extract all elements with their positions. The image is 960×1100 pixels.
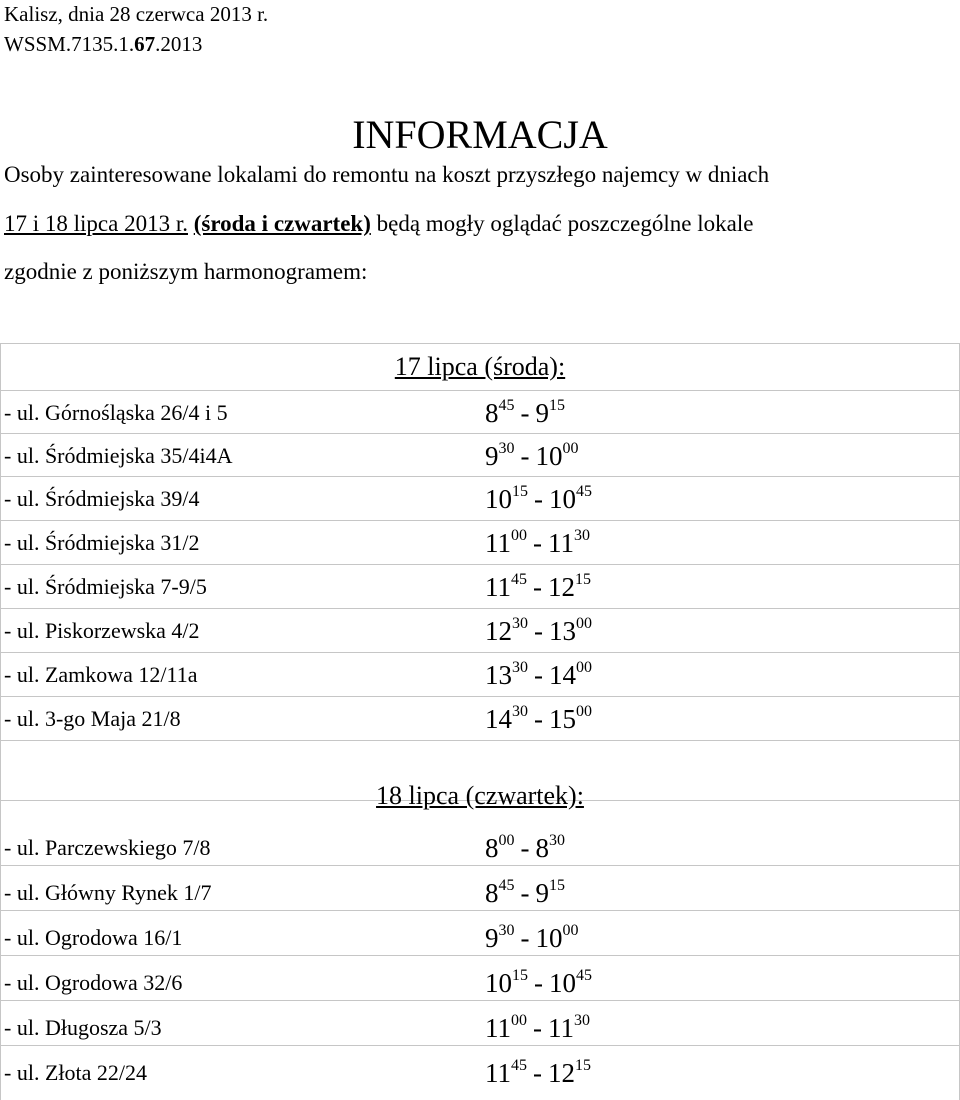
viewing-address: - ul. Parczewskiego 7/8 bbox=[4, 835, 211, 860]
schedule-row bbox=[0, 476, 960, 516]
end-hour: 9 bbox=[535, 878, 549, 908]
table-grid-line bbox=[0, 343, 960, 344]
start-minutes: 30 bbox=[498, 922, 515, 939]
viewing-time-range bbox=[485, 1058, 591, 1088]
viewing-time-range bbox=[485, 484, 592, 514]
start-minutes: 00 bbox=[511, 527, 527, 544]
start-minutes: 30 bbox=[512, 703, 528, 720]
time-separator: - bbox=[534, 968, 543, 998]
end-hour: 8 bbox=[535, 833, 549, 863]
viewing-address: - ul. Śródmiejska 35/4i4A bbox=[4, 443, 233, 468]
time-separator: - bbox=[533, 1058, 542, 1088]
intro-line-1: Osoby zainteresowane lokalami do remontu na koszt przyszłego najemcy w dniach bbox=[4, 162, 770, 187]
start-hour: 8 bbox=[485, 878, 499, 908]
viewing-address: - ul. Złota 22/24 bbox=[4, 1060, 147, 1085]
time-separator: - bbox=[533, 528, 542, 558]
viewing-time-range bbox=[485, 616, 592, 646]
viewing-address: - ul. Zamkowa 12/11a bbox=[4, 662, 198, 687]
case-number-prefix: WSSM.7135.1. bbox=[4, 32, 135, 56]
time-separator: - bbox=[534, 704, 543, 734]
start-minutes: 45 bbox=[511, 571, 527, 588]
start-minutes: 45 bbox=[511, 1057, 527, 1074]
end-minutes: 00 bbox=[576, 615, 592, 632]
viewing-address: - ul. 3-go Maja 21/8 bbox=[4, 706, 181, 731]
start-hour: 11 bbox=[485, 528, 511, 558]
end-hour: 15 bbox=[549, 704, 576, 734]
time-separator: - bbox=[533, 1013, 542, 1043]
end-hour: 14 bbox=[549, 660, 576, 690]
start-minutes: 45 bbox=[498, 877, 515, 894]
schedule-row bbox=[0, 870, 960, 910]
document-title: INFORMACJA bbox=[352, 112, 608, 157]
time-separator: - bbox=[520, 441, 530, 471]
end-minutes: 00 bbox=[562, 440, 579, 457]
viewing-address: - ul. Główny Rynek 1/7 bbox=[4, 880, 212, 905]
end-hour: 12 bbox=[548, 1058, 575, 1088]
viewing-time-range bbox=[485, 704, 592, 734]
start-minutes: 45 bbox=[498, 397, 515, 414]
schedule-row bbox=[0, 433, 960, 473]
viewing-time-range bbox=[485, 660, 592, 690]
table-grid-line bbox=[0, 1045, 960, 1046]
start-minutes: 30 bbox=[512, 615, 528, 632]
start-hour: 12 bbox=[485, 616, 512, 646]
schedule-row bbox=[0, 520, 960, 560]
viewing-address: - ul. Piskorzewska 4/2 bbox=[4, 618, 200, 643]
end-minutes: 00 bbox=[562, 922, 579, 939]
intro-line-3: zgodnie z poniższym harmonogramem: bbox=[4, 259, 368, 284]
start-hour: 8 bbox=[485, 833, 499, 863]
viewing-time-range bbox=[485, 528, 590, 558]
start-hour: 11 bbox=[485, 572, 511, 602]
end-hour: 10 bbox=[535, 923, 563, 953]
time-separator: - bbox=[520, 398, 530, 428]
time-separator: - bbox=[533, 572, 542, 602]
schedule-row bbox=[0, 825, 960, 865]
viewing-address: - ul. Górnośląska 26/4 i 5 bbox=[4, 400, 228, 425]
end-minutes: 00 bbox=[576, 703, 592, 720]
viewing-time-range bbox=[485, 398, 565, 428]
schedule-row bbox=[0, 390, 960, 430]
end-minutes: 45 bbox=[576, 483, 592, 500]
start-hour: 10 bbox=[485, 484, 512, 514]
place-and-date: Kalisz, dnia 28 czerwca 2013 r. bbox=[4, 2, 269, 26]
viewing-address: - ul. Ogrodowa 16/1 bbox=[4, 925, 183, 950]
viewing-address: - ul. Śródmiejska 39/4 bbox=[4, 486, 200, 511]
end-hour: 11 bbox=[548, 528, 574, 558]
end-minutes: 15 bbox=[549, 397, 565, 414]
start-hour: 9 bbox=[485, 441, 499, 471]
end-hour: 12 bbox=[548, 572, 575, 602]
table-grid-line bbox=[0, 740, 960, 741]
end-minutes: 45 bbox=[576, 967, 592, 984]
viewing-address: - ul. Śródmiejska 7-9/5 bbox=[4, 574, 207, 599]
end-minutes: 15 bbox=[549, 877, 565, 894]
intro-line-2 bbox=[4, 209, 753, 239]
day-1-heading: 17 lipca (środa): bbox=[394, 352, 566, 381]
viewing-time-range bbox=[485, 441, 579, 471]
viewing-address: - ul. Ogrodowa 32/6 bbox=[4, 970, 183, 995]
case-number-suffix: .2013 bbox=[155, 32, 203, 56]
end-minutes: 30 bbox=[574, 527, 590, 544]
end-minutes: 15 bbox=[575, 571, 591, 588]
start-hour: 8 bbox=[485, 398, 499, 428]
start-hour: 11 bbox=[485, 1013, 511, 1043]
time-separator: - bbox=[520, 833, 530, 863]
viewing-time-range bbox=[485, 833, 565, 863]
end-minutes: 30 bbox=[574, 1012, 590, 1029]
viewing-time-range bbox=[485, 572, 591, 602]
start-minutes: 00 bbox=[498, 832, 515, 849]
start-hour: 14 bbox=[485, 704, 512, 734]
schedule-row bbox=[0, 608, 960, 648]
viewing-time-range bbox=[485, 923, 579, 953]
table-grid-line bbox=[0, 865, 960, 866]
case-number bbox=[4, 32, 202, 56]
start-minutes: 00 bbox=[511, 1012, 527, 1029]
day-2-heading: 18 lipca (czwartek): bbox=[376, 781, 584, 810]
end-hour: 9 bbox=[535, 398, 549, 428]
start-hour: 10 bbox=[485, 968, 512, 998]
time-separator: - bbox=[520, 923, 530, 953]
schedule-row bbox=[0, 696, 960, 736]
start-hour: 11 bbox=[485, 1058, 511, 1088]
schedule-row bbox=[0, 960, 960, 1000]
end-hour: 13 bbox=[549, 616, 576, 646]
table-grid-line bbox=[0, 910, 960, 911]
time-separator: - bbox=[534, 660, 543, 690]
start-minutes: 15 bbox=[512, 967, 528, 984]
viewing-address: - ul. Długosza 5/3 bbox=[4, 1015, 162, 1040]
start-minutes: 15 bbox=[512, 483, 528, 500]
end-minutes: 15 bbox=[575, 1057, 591, 1074]
time-separator: - bbox=[520, 878, 530, 908]
table-grid-line bbox=[0, 1000, 960, 1001]
intro-dates: 17 i 18 lipca 2013 r. bbox=[4, 211, 188, 236]
end-hour: 10 bbox=[535, 441, 563, 471]
schedule-row bbox=[0, 1005, 960, 1045]
intro-weekdays: (środa i czwartek) bbox=[193, 211, 371, 236]
viewing-time-range bbox=[485, 1013, 590, 1043]
end-hour: 11 bbox=[548, 1013, 574, 1043]
start-minutes: 30 bbox=[512, 659, 528, 676]
end-hour: 10 bbox=[549, 968, 576, 998]
end-minutes: 30 bbox=[549, 832, 565, 849]
end-hour: 10 bbox=[549, 484, 576, 514]
start-hour: 13 bbox=[485, 660, 512, 690]
viewing-time-range bbox=[485, 878, 565, 908]
start-minutes: 30 bbox=[498, 440, 515, 457]
viewing-time-range bbox=[485, 968, 592, 998]
viewing-address: - ul. Śródmiejska 31/2 bbox=[4, 530, 200, 555]
schedule-row bbox=[0, 915, 960, 955]
intro-line-2-rest: będą mogły oglądać poszczególne lokale bbox=[370, 211, 754, 236]
schedule-row bbox=[0, 564, 960, 604]
start-hour: 9 bbox=[485, 923, 499, 953]
schedule-row bbox=[0, 1050, 960, 1090]
end-minutes: 00 bbox=[576, 659, 592, 676]
table-grid-line bbox=[0, 955, 960, 956]
time-separator: - bbox=[534, 484, 543, 514]
schedule-row bbox=[0, 652, 960, 692]
case-number-bold: 67 bbox=[134, 32, 156, 56]
time-separator: - bbox=[534, 616, 543, 646]
